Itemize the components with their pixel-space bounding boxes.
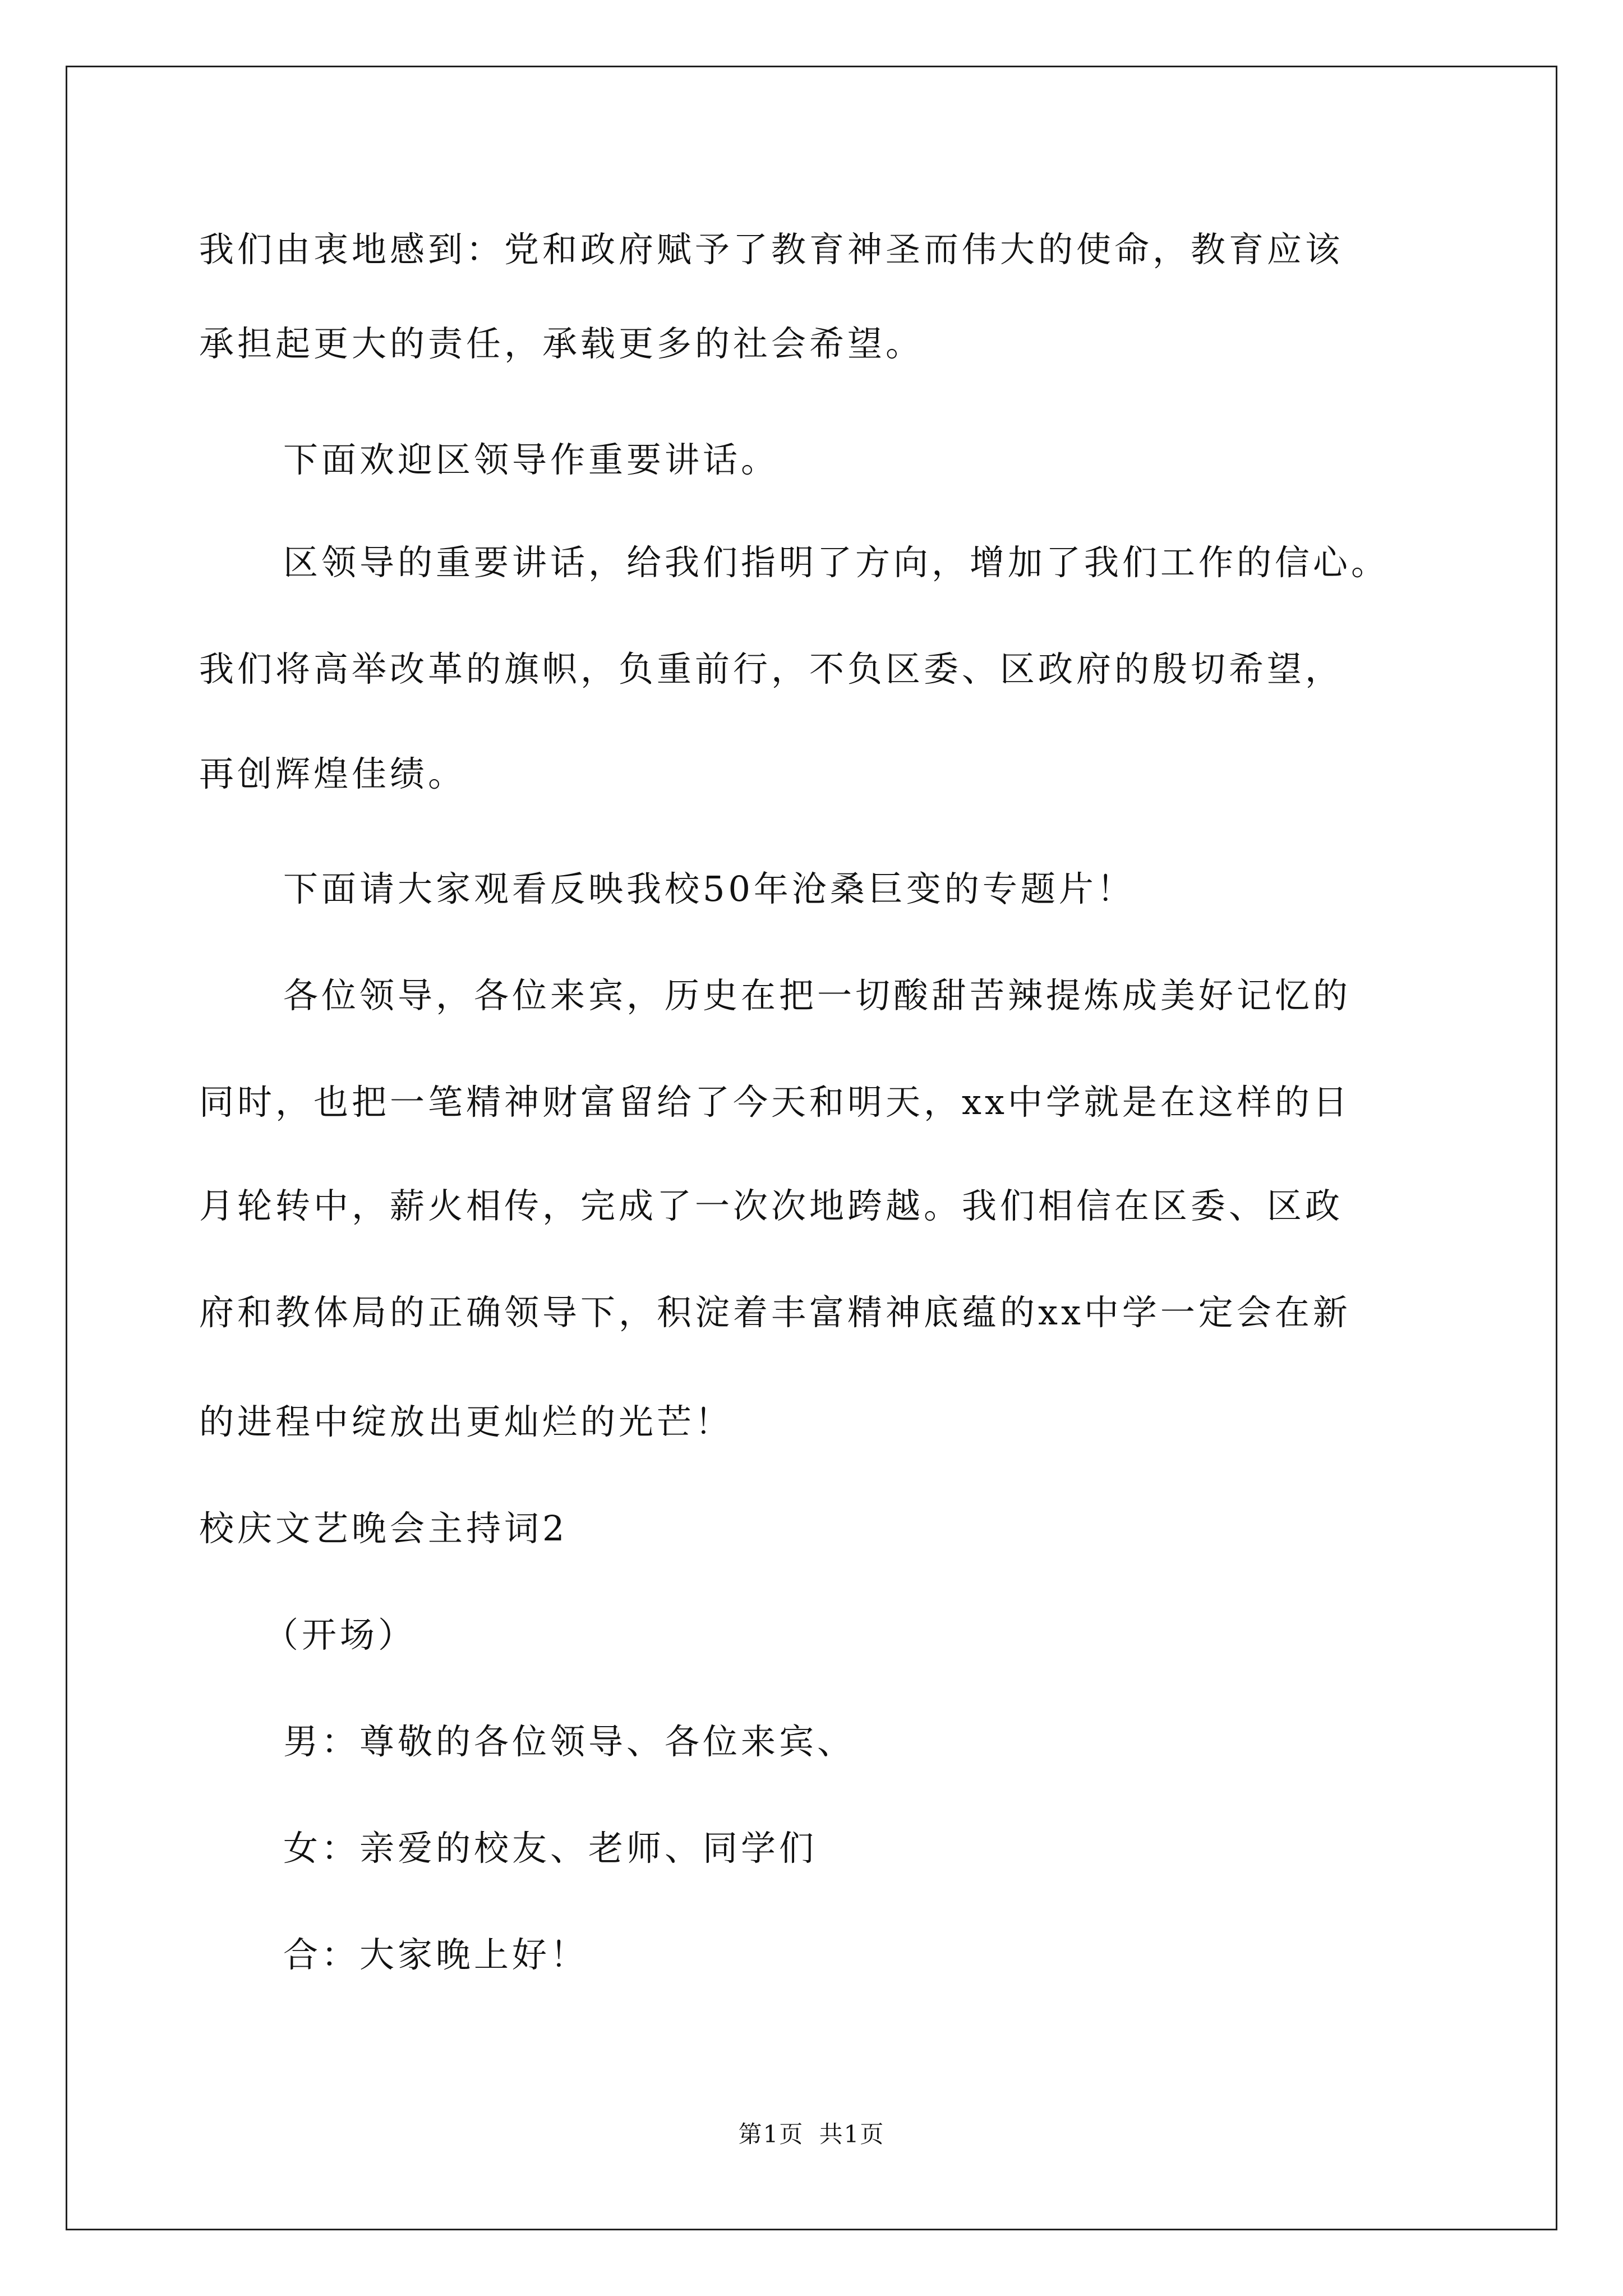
page-footer: 第1页 共1页: [738, 2120, 885, 2148]
body-line: 下面欢迎区领导作重要讲话。: [283, 439, 780, 480]
dialogue-line: 男：尊敬的各位领导、各位来宾、: [283, 1721, 856, 1762]
dialogue-line: 女：亲爱的校友、老师、同学们: [283, 1828, 818, 1869]
body-line: 的进程中绽放出更灿烂的光芒！: [199, 1401, 734, 1442]
body-line: 区领导的重要讲话，给我们指明了方向，增加了我们工作的信心。: [283, 542, 1390, 583]
body-line: 府和教体局的正确领导下，积淀着丰富精神底蕴的xx中学一定会在新: [199, 1292, 1351, 1333]
body-line: 下面请大家观看反映我校50年沧桑巨变的专题片！: [283, 868, 1135, 909]
page-border: [66, 66, 1557, 2230]
section-heading: 校庆文艺晚会主持词2: [199, 1508, 568, 1549]
body-line: 各位领导，各位来宾，历史在把一切酸甜苦辣提炼成美好记忆的: [283, 975, 1352, 1016]
body-line: 承担起更大的责任，承载更多的社会希望。: [199, 323, 924, 364]
body-line: 同时，也把一笔精神财富留给了今天和明天，xx中学就是在这样的日: [199, 1082, 1351, 1122]
body-line: 我们由衷地感到：党和政府赋予了教育神圣而伟大的使命，教育应该: [199, 229, 1344, 270]
body-line: 我们将高举改革的旗帜，负重前行，不负区委、区政府的殷切希望，: [199, 648, 1344, 689]
dialogue-line: 合：大家晚上好！: [283, 1934, 589, 1975]
stage-direction: （开场）: [264, 1614, 417, 1655]
body-line: 月轮转中，薪火相传，完成了一次次地跨越。我们相信在区委、区政: [199, 1185, 1344, 1226]
body-line: 再创辉煌佳绩。: [199, 753, 467, 794]
